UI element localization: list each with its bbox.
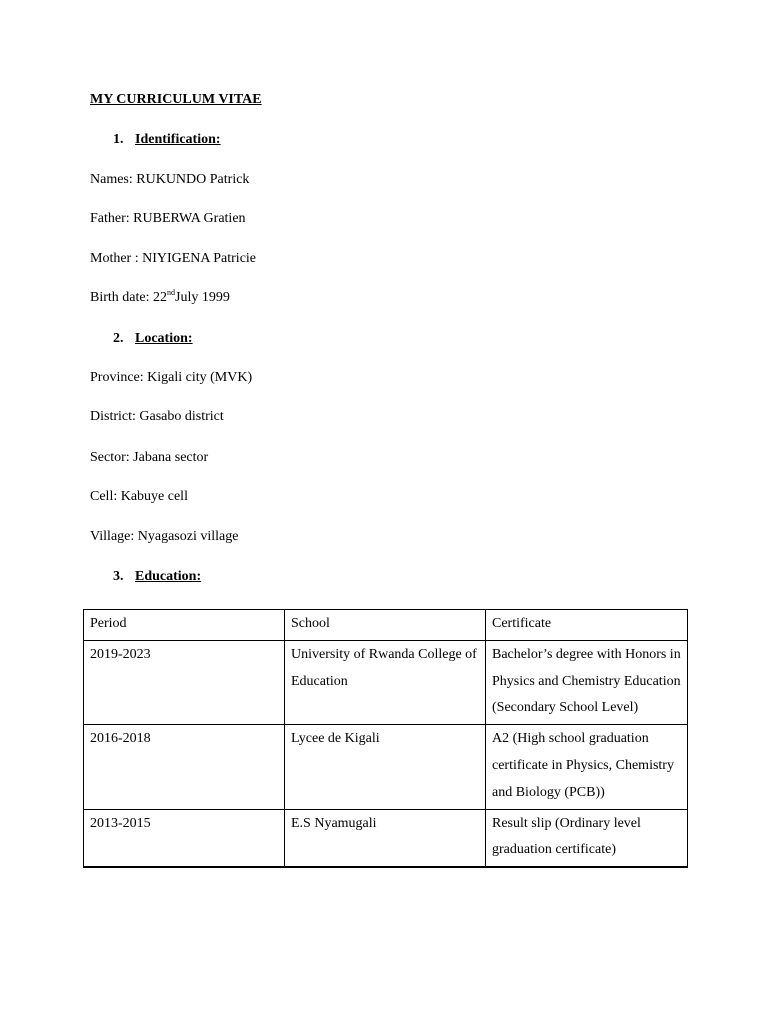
document-title: MY CURRICULUM VITAE bbox=[90, 92, 262, 107]
birth-date-suffix: July 1999 bbox=[175, 290, 230, 305]
section-number: 1. bbox=[113, 132, 124, 147]
names-line: Names: RUKUNDO Patrick bbox=[90, 172, 250, 187]
section-heading-education bbox=[113, 569, 201, 585]
table-row bbox=[84, 640, 688, 724]
section-label: Education: bbox=[135, 569, 202, 584]
section-label: Identification: bbox=[135, 132, 221, 147]
education-table bbox=[83, 609, 688, 868]
district-line: District: Gasabo district bbox=[90, 409, 224, 424]
table-row bbox=[84, 725, 688, 809]
cell-line: Cell: Kabuye cell bbox=[90, 489, 188, 504]
village-line: Village: Nyagasozi village bbox=[90, 529, 239, 544]
birth-date-line bbox=[90, 290, 230, 306]
cell-certificate: Bachelor’s degree with Honors in Physics and Chemistry Education (Secondary School Level) bbox=[486, 640, 688, 724]
section-heading-identification bbox=[113, 132, 221, 148]
header-school: School bbox=[285, 610, 486, 641]
birth-date-prefix: Birth date: 22 bbox=[90, 290, 167, 305]
table-header-row bbox=[84, 610, 688, 641]
sector-line: Sector: Jabana sector bbox=[90, 450, 209, 465]
header-certificate: Certificate bbox=[486, 610, 688, 641]
father-line: Father: RUBERWA Gratien bbox=[90, 211, 246, 226]
section-number: 3. bbox=[113, 569, 124, 584]
cell-period: 2013-2015 bbox=[84, 809, 285, 867]
cell-period: 2016-2018 bbox=[84, 725, 285, 809]
cell-certificate: A2 (High school graduation certificate in Physics, Chemistry and Biology (PCB)) bbox=[486, 725, 688, 809]
cell-school: E.S Nyamugali bbox=[285, 809, 486, 867]
province-line: Province: Kigali city (MVK) bbox=[90, 370, 253, 385]
section-label: Location: bbox=[135, 331, 193, 346]
cell-school: Lycee de Kigali bbox=[285, 725, 486, 809]
mother-line: Mother : NIYIGENA Patricie bbox=[90, 251, 257, 266]
section-number: 2. bbox=[113, 331, 124, 346]
cell-period: 2019-2023 bbox=[84, 640, 285, 724]
header-period: Period bbox=[84, 610, 285, 641]
birth-date-ordinal: nd bbox=[167, 288, 175, 297]
section-heading-location bbox=[113, 331, 193, 347]
cell-certificate: Result slip (Ordinary level graduation certificate) bbox=[486, 809, 688, 867]
table-row bbox=[84, 809, 688, 867]
cell-school: University of Rwanda College of Education bbox=[285, 640, 486, 724]
